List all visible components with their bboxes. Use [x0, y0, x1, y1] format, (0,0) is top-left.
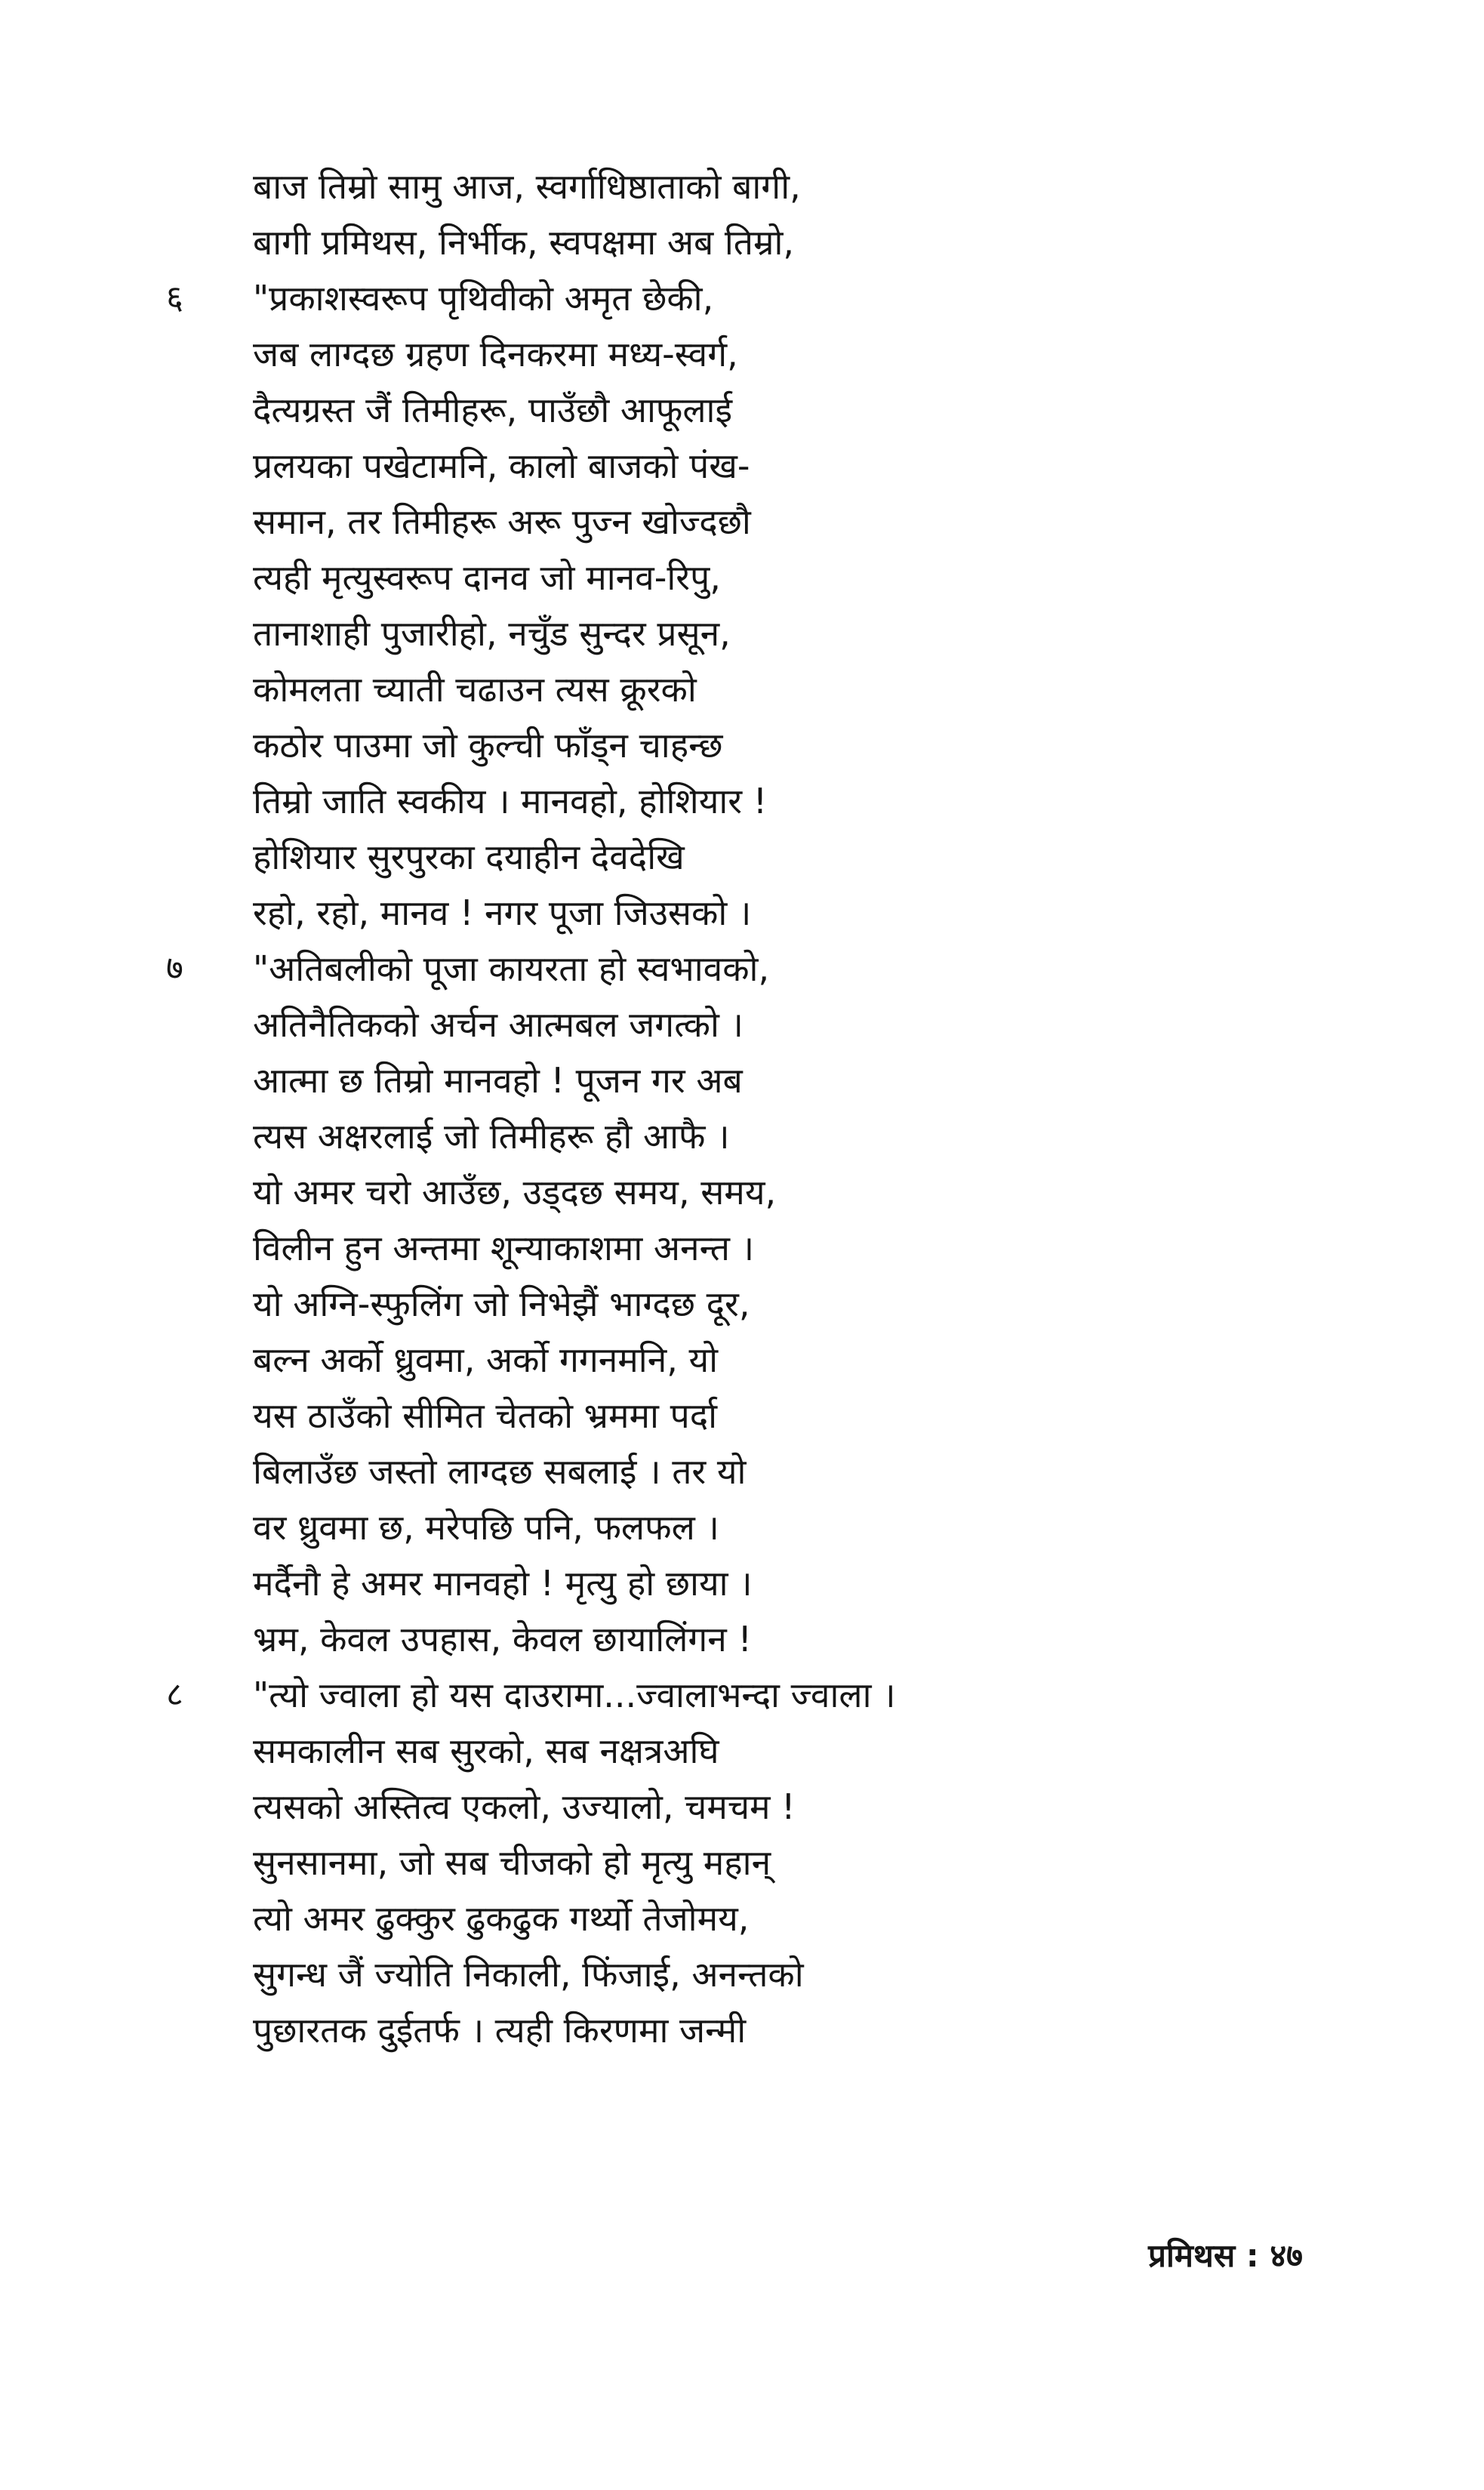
poem-line-text: जब लाग्दछ ग्रहण दिनकरमा मध्य-स्वर्ग,: [253, 334, 738, 374]
poem-line: [253, 997, 1083, 1052]
poem-line: [253, 1891, 1083, 1946]
poem-line: [253, 773, 1083, 829]
poem-line: [253, 1835, 1083, 1891]
poem-line-text: आत्मा छ तिम्रो मानवहो ! पूजन गर अब: [253, 1060, 743, 1101]
page-footer-folio: प्रमिथस : ४७: [1148, 2237, 1303, 2274]
poem-line: [253, 1723, 1083, 1779]
poem-line-text: विलीन हुन अन्तमा शून्याकाशमा अनन्त ।: [253, 1228, 755, 1268]
poem-line-text: बल्न अर्को ध्रुवमा, अर्को गगनमनि, यो: [253, 1339, 719, 1380]
poem-line: [253, 1164, 1083, 1220]
poem-line-text: दैत्यग्रस्त जैं तिमीहरू, पाउँछौ आफूलाई: [253, 390, 733, 430]
poem-line-text: यो अमर चरो आउँछ, उड्दछ समय, समय,: [253, 1172, 777, 1213]
poem-line-text: रहो, रहो, मानव ! नगर पूजा जिउसको ।: [253, 892, 752, 933]
poem-line-text: मर्दैनौ हे अमर मानवहो ! मृत्यु हो छाया ।: [253, 1563, 753, 1604]
poem-line-text: त्यसको अस्तित्व एकलो, उज्यालो, चमचम !: [253, 1786, 796, 1827]
poem-line-text: तानाशाही पुजारीहो, नचुँड सुन्दर प्रसून,: [253, 613, 731, 654]
poem-line: [253, 438, 1083, 494]
poem-line-text: "अतिबलीको पूजा कायरता हो स्वभावको,: [253, 948, 770, 989]
poem-line: [253, 1499, 1083, 1555]
verse-number: ८: [166, 1675, 183, 1714]
poem-line: [166, 1667, 1083, 1723]
poem-line: [253, 829, 1083, 885]
poem-line: [253, 1052, 1083, 1108]
poem-line-text: वर ध्रुवमा छ, मरेपछि पनि, फलफल ।: [253, 1507, 719, 1548]
poem-line-text: बिलाउँछ जस्तो लाग्दछ सबलाई । तर यो: [253, 1451, 747, 1492]
poem-line-text: त्यस अक्षरलाई जो तिमीहरू हौ आफै ।: [253, 1116, 730, 1157]
poem-line-text: त्यो अमर ढुक्कुर ढुकढुक गर्थ्यो तेजोमय,: [253, 1898, 750, 1939]
poem-line: [253, 326, 1083, 382]
poem-line: [253, 494, 1083, 550]
poem-line-text: "प्रकाशस्वरूप पृथिवीको अमृत छेकी,: [253, 278, 714, 319]
poem-line-text: "त्यो ज्वाला हो यस दाउरामा...ज्वालाभन्दा ज्वाला ।: [253, 1675, 896, 1715]
poem-line-text: समान, तर तिमीहरू अरू पुज्न खोज्दछौ: [253, 501, 751, 542]
poem-line: [253, 1220, 1083, 1276]
poem-line: [253, 550, 1083, 606]
poem-body: [166, 159, 1083, 2058]
poem-line: [253, 1108, 1083, 1164]
verse-number: ७: [166, 949, 183, 988]
poem-line-text: यस ठाउँको सीमित चेतको भ्रममा पर्दा: [253, 1395, 718, 1436]
poem-line-text: तिम्रो जाति स्वकीय । मानवहो, होशियार !: [253, 781, 768, 821]
poem-line: [253, 214, 1083, 270]
poem-line-text: बाज तिम्रो सामु आज, स्वर्गाधिष्ठाताको बागी,: [253, 166, 801, 207]
poem-line: [253, 2002, 1083, 2058]
poem-line: [253, 1611, 1083, 1667]
poem-line-text: सुगन्ध जैं ज्योति निकाली, फिंजाई, अनन्तको: [253, 1954, 804, 1995]
poem-line: [166, 270, 1083, 326]
poem-line-text: समकालीन सब सुरको, सब नक्षत्रअघि: [253, 1730, 719, 1771]
poem-line: [166, 941, 1083, 997]
poem-line: [253, 1332, 1083, 1388]
poem-line: [253, 382, 1083, 438]
poem-line: [253, 1555, 1083, 1611]
poem-line-text: भ्रम, केवल उपहास, केवल छायालिंगन !: [253, 1619, 752, 1659]
poem-line-text: त्यही मृत्युस्वरूप दानव जो मानव-रिपु,: [253, 557, 721, 598]
poem-line: [253, 159, 1083, 214]
poem-line: [253, 1276, 1083, 1332]
poem-line-text: यो अग्नि-स्फुलिंग जो निभेझैं भाग्दछ दूर,: [253, 1284, 750, 1324]
poem-line-text: बागी प्रमिथस, निर्भीक, स्वपक्षमा अब तिम्रो,: [253, 222, 795, 263]
poem-line: [253, 1779, 1083, 1835]
poem-line: [253, 1444, 1083, 1499]
poem-line-text: कोमलता च्याती चढाउन त्यस क्रूरको: [253, 669, 697, 710]
poem-line-text: अतिनैतिकको अर्चन आत्मबल जगत्को ।: [253, 1004, 744, 1045]
poem-line: [253, 885, 1083, 941]
poem-line: [253, 717, 1083, 773]
poem-line: [253, 606, 1083, 661]
poem-line-text: कठोर पाउमा जो कुल्ची फाँड्न चाहन्छ: [253, 725, 723, 766]
poem-line-text: होशियार सुरपुरका दयाहीन देवदेखि: [253, 837, 685, 877]
poem-line: [253, 1946, 1083, 2002]
verse-number: ६: [166, 279, 183, 317]
poem-line: [253, 1388, 1083, 1444]
poem-line-text: सुनसानमा, जो सब चीजको हो मृत्यु महान्: [253, 1842, 771, 1883]
poem-line: [253, 661, 1083, 717]
poem-line-text: पुछारतक दुईतर्फ । त्यही किरणमा जन्मी: [253, 2010, 747, 2051]
poem-line-text: प्रलयका पखेटामनि, कालो बाजको पंख-: [253, 445, 750, 486]
